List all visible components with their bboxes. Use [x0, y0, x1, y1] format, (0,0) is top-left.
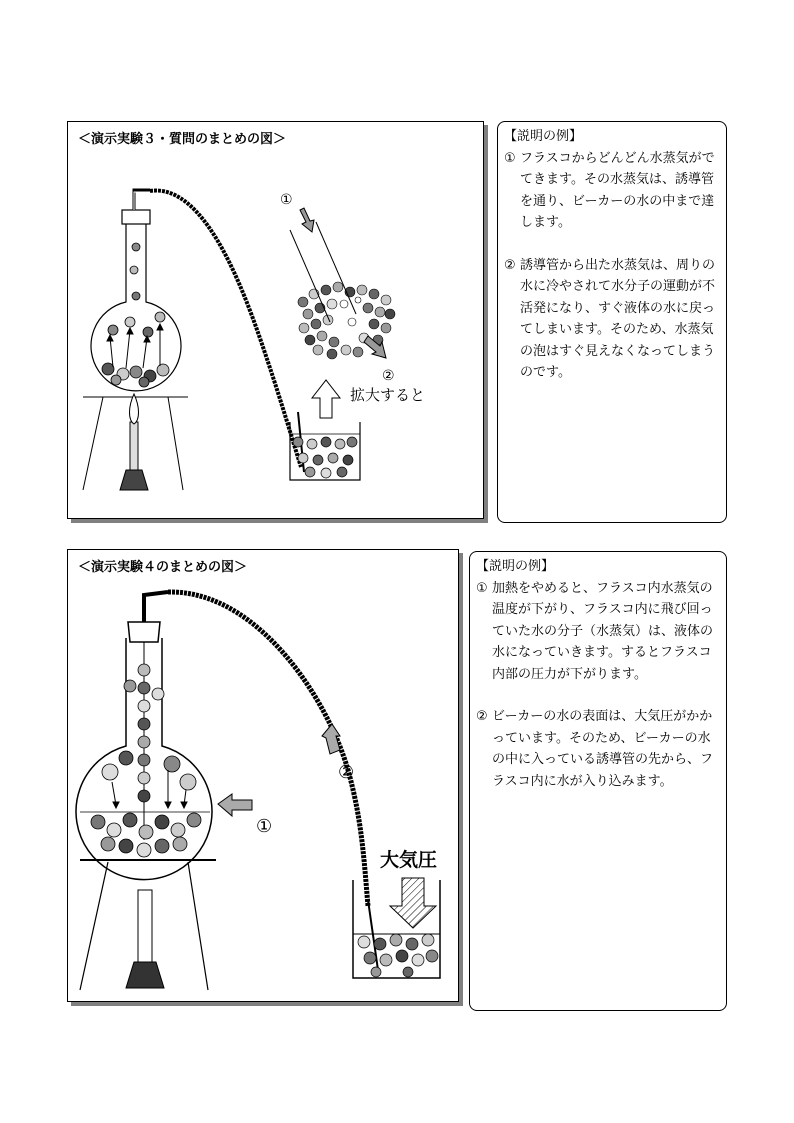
experiment3-diagram [68, 122, 485, 520]
marker-1-label: ① [256, 816, 273, 837]
item-text: 誘導管から出た水蒸気は、周りの水に冷やされて水分子の運動が不活発になり、すぐ液体の水に戻ってしまいます。そのため、水蒸気の泡はすぐ見えなくなってしまうのです。 [520, 257, 716, 380]
marker-1-label: ① [280, 192, 293, 208]
item-text: 加熱をやめると、フラスコ内水蒸気の温度が下がり、フラスコ内に飛び回っていた水の分子（水蒸気）は、液体の水になっていきます。するとフラスコ内部の圧力が下がります。 [492, 580, 714, 682]
experiment3-title: ＜演示実験３・質問のまとめの図＞ [78, 132, 287, 147]
item-number: ② [476, 709, 488, 724]
marker-2-label: ② [338, 762, 355, 783]
experiment4-figure-panel [67, 549, 459, 1002]
zoom-label: 拡大すると [350, 386, 426, 404]
atmospheric-pressure-label: 大気圧 [380, 849, 438, 871]
zoom-arrow [312, 380, 340, 418]
pressure-arrow [390, 878, 436, 928]
beaker-molecules [293, 437, 357, 478]
beaker-molecules [358, 934, 438, 977]
flask-molecules [102, 243, 169, 387]
explanation-item-2 [504, 255, 722, 384]
flask-water [80, 812, 210, 857]
item-number: ① [476, 580, 488, 596]
experiment4-explanation [469, 551, 727, 1011]
burner [126, 890, 164, 988]
item-text: フラスコからどんどん水蒸気がでてきます。その水蒸気は、誘導管を通り、ビーカーの水の中まで達します。 [520, 150, 715, 230]
experiment4-diagram [68, 550, 460, 1003]
marker-2-arrow [322, 724, 340, 754]
experiment3-figure-panel [67, 121, 484, 519]
burner [120, 394, 148, 490]
marker-2-label: ② [382, 368, 395, 384]
explanation-item-1 [476, 578, 722, 686]
marker-1-arrow [218, 794, 252, 816]
flask [91, 190, 181, 391]
beaker [353, 880, 440, 978]
item-text: ビーカーの水の表面は、大気圧がかかっています。そのため、ビーカーの水の中に入っている誘導管の先から、フラスコ内に水が入り込みます。 [492, 709, 714, 789]
explanation-heading: 【説明の例】 [504, 129, 583, 144]
explanation-heading: 【説明の例】 [476, 559, 555, 574]
experiment3-explanation [497, 121, 727, 523]
experiment4-title: ＜演示実験４のまとめの図＞ [78, 560, 248, 575]
explanation-item-2 [476, 706, 722, 792]
explanation-item-1 [504, 148, 722, 234]
item-number: ② [504, 257, 516, 273]
item-number: ① [504, 150, 516, 166]
marker-1-arrow [300, 208, 314, 232]
